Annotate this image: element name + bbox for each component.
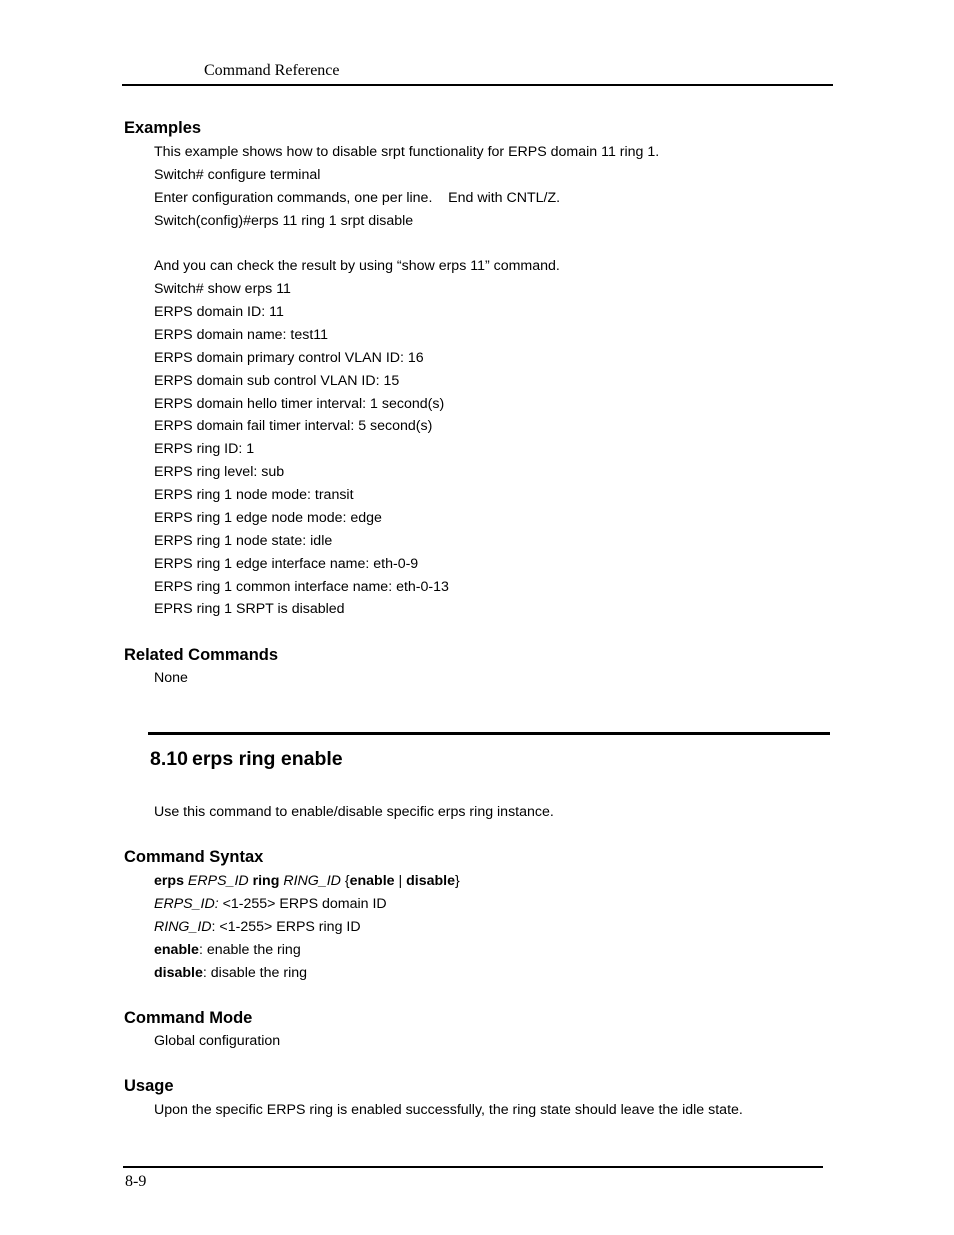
example-line: And you can check the result by using “show erps 11” command.	[154, 258, 560, 274]
syntax-keyword: ring	[252, 873, 280, 889]
example-line: ERPS domain hello timer interval: 1 second(s)	[154, 396, 445, 412]
param-label: enable	[154, 942, 199, 958]
syntax-keyword: enable	[349, 873, 395, 889]
related-commands-text: None	[154, 670, 188, 686]
example-line: EPRS ring 1 SRPT is disabled	[154, 601, 345, 617]
param-label: ERPS_ID:	[154, 896, 219, 912]
example-line: Switch(config)#erps 11 ring 1 srpt disable	[154, 213, 414, 229]
syntax-keyword: erps	[154, 873, 184, 889]
syntax-param: ERPS_ID	[187, 873, 249, 889]
header-rule	[122, 84, 833, 86]
param-desc: <1-255> ERPS domain ID	[218, 896, 387, 912]
example-line: ERPS domain name: test11	[154, 327, 329, 343]
syntax-param: RING_ID	[283, 873, 341, 889]
example-line: ERPS ring 1 node mode: transit	[154, 487, 354, 503]
section-number: 8.10	[150, 748, 188, 770]
example-line: ERPS domain primary control VLAN ID: 16	[154, 350, 424, 366]
usage-text: Upon the specific ERPS ring is enabled successfully, the ring state should leave the idle state.	[154, 1102, 743, 1118]
syntax-brace: }	[455, 873, 460, 889]
param-line	[154, 942, 301, 958]
section-rule	[148, 732, 830, 735]
syntax-line	[154, 873, 460, 889]
param-label: RING_ID	[154, 919, 212, 935]
param-line	[154, 919, 361, 935]
example-line: ERPS domain sub control VLAN ID: 15	[154, 373, 400, 389]
running-header: Command Reference	[204, 62, 340, 79]
footer-rule	[123, 1166, 823, 1168]
param-line	[154, 965, 307, 981]
command-syntax-heading: Command Syntax	[124, 848, 264, 866]
param-label: disable	[154, 965, 203, 981]
param-line	[154, 896, 387, 912]
example-line: ERPS ring level: sub	[154, 464, 285, 480]
section-title	[150, 748, 343, 771]
param-desc: : disable the ring	[202, 965, 307, 981]
section-description: Use this command to enable/disable specific erps ring instance.	[154, 804, 554, 820]
command-mode-heading: Command Mode	[124, 1009, 253, 1027]
related-commands-heading: Related Commands	[124, 646, 279, 664]
example-line: ERPS ring 1 common interface name: eth-0-13	[154, 579, 449, 595]
param-desc: : enable the ring	[198, 942, 301, 958]
param-desc: : <1-255> ERPS ring ID	[211, 919, 361, 935]
example-line: Enter configuration commands, one per line. End with CNTL/Z.	[154, 190, 561, 206]
example-line: ERPS ring 1 edge node mode: edge	[154, 510, 382, 526]
syntax-keyword: disable	[406, 873, 456, 889]
example-line: This example shows how to disable srpt functionality for ERPS domain 11 ring 1.	[154, 144, 660, 160]
example-line: ERPS domain ID: 11	[154, 304, 284, 320]
section-title-text: erps ring enable	[192, 748, 343, 770]
command-mode-text: Global configuration	[154, 1033, 281, 1049]
examples-heading: Examples	[124, 119, 202, 137]
example-line: ERPS ring ID: 1	[154, 441, 255, 457]
syntax-brace: {	[344, 873, 350, 889]
example-line: ERPS ring 1 node state: idle	[154, 533, 333, 549]
page-number: 8-9	[125, 1173, 147, 1190]
example-line: Switch# show erps 11	[154, 281, 291, 297]
usage-heading: Usage	[124, 1077, 174, 1095]
example-line: ERPS ring 1 edge interface name: eth-0-9	[154, 556, 419, 572]
syntax-separator: |	[394, 873, 407, 889]
example-line: ERPS domain fail timer interval: 5 second(s)	[154, 418, 433, 434]
example-line: Switch# configure terminal	[154, 167, 321, 183]
